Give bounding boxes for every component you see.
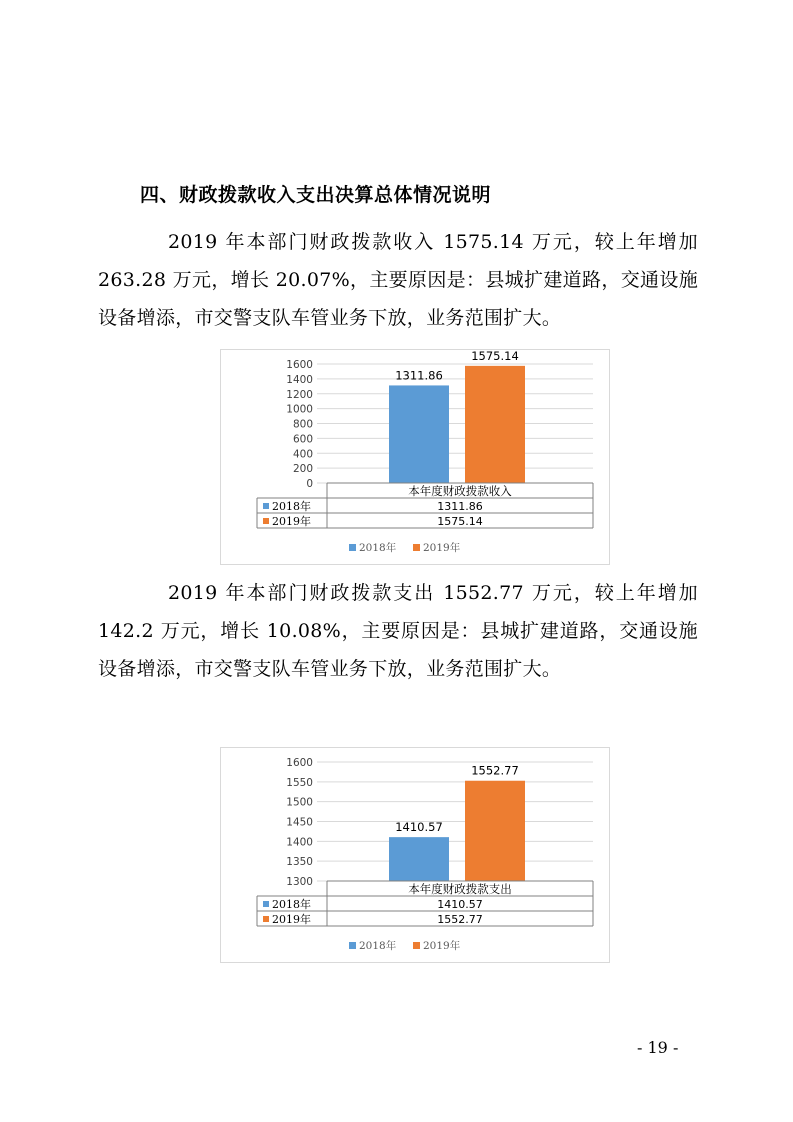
y-tick-label: 600 [292,433,313,446]
table-series-name: 2018年 [272,500,311,513]
category-label: 本年度财政拨款收入 [408,484,512,498]
table-series-name: 2019年 [272,515,311,528]
table-value: 1410.57 [437,898,483,911]
table-value: 1575.14 [437,515,483,528]
y-tick-label: 1550 [286,776,313,789]
bar-2018 [389,385,449,483]
table-value: 1311.86 [437,500,483,513]
y-tick-label: 400 [292,448,313,461]
data-label: 1410.57 [395,820,443,835]
revenue-chart [220,349,610,565]
legend-label: 2019年 [423,940,461,952]
legend-label: 2018年 [359,542,397,554]
data-label: 1311.86 [395,368,443,383]
data-label: 1575.14 [471,350,519,363]
page-number: - 19 - [637,1038,679,1057]
y-tick-label: 1450 [286,816,313,829]
legend-key [349,942,356,949]
legend-key [413,544,420,551]
bar-2019 [465,366,525,483]
y-tick-label: 800 [292,418,313,431]
expenditure-chart [220,747,610,963]
y-tick-label: 0 [306,478,313,490]
legend-key [413,942,420,949]
y-tick-label: 200 [292,463,313,476]
legend-label: 2019年 [423,542,461,554]
bar-2019 [465,781,525,881]
paragraph-expenditure [98,574,698,688]
data-label: 1552.77 [471,763,519,778]
section-heading: 四、财政拨款收入支出决算总体情况说明 [140,184,492,206]
paragraph-expenditure-text: 2019 年本部门财政拨款支出 1552.77 万元，较上年增加 142.2 万元，增长 10.08%，主要原因是：县城扩建道路，交通设施设备增添，市交警支队车管业务下放，业务范围扩大。 [98,582,698,680]
bar-2018 [389,837,449,881]
y-tick-label: 1000 [286,403,313,416]
y-tick-label: 1600 [286,359,313,371]
category-label: 本年度财政拨款支出 [408,882,512,896]
table-series-name: 2019年 [272,913,311,926]
paragraph-revenue-text: 2019 年本部门财政拨款收入 1575.14 万元，较上年增加 263.28 万元，增长 20.07%，主要原因是：县城扩建道路，交通设施设备增添，市交警支队车管业务下放，业务范围扩大。 [98,231,698,329]
table-legend-key [263,503,269,509]
revenue-chart-svg [221,350,609,564]
table-legend-key [263,518,269,524]
table-value: 1552.77 [437,913,483,926]
y-tick-label: 1500 [286,796,313,809]
paragraph-revenue [98,223,698,337]
y-tick-label: 1200 [286,388,313,401]
y-tick-label: 1300 [286,876,313,888]
y-tick-label: 1600 [286,757,313,769]
legend-key [349,544,356,551]
y-tick-label: 1400 [286,836,313,849]
table-legend-key [263,901,269,907]
table-series-name: 2018年 [272,898,311,911]
expenditure-chart-svg [221,748,609,962]
y-tick-label: 1350 [286,856,313,869]
y-tick-label: 1400 [286,373,313,386]
table-legend-key [263,916,269,922]
legend-label: 2018年 [359,940,397,952]
